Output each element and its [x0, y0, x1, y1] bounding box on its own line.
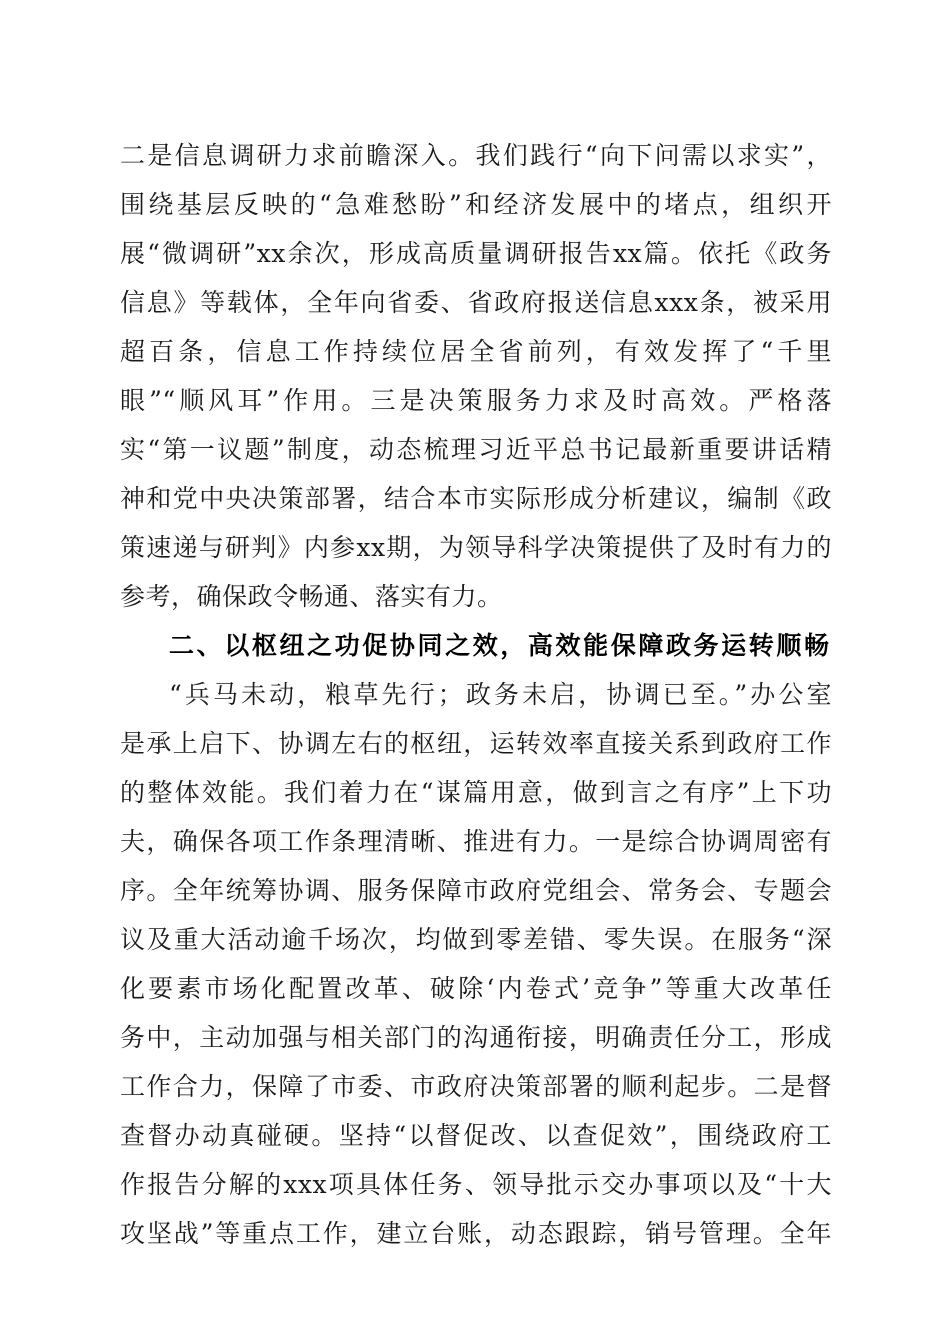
- paragraph-2-line-8: 务中，主动加强与相关部门的沟通衔接，明确责任分工，形成: [120, 1023, 832, 1052]
- paragraph-2-line-1: “兵马未动，粮草先行；政务未启，协调已至。”办公室: [169, 680, 832, 709]
- paragraph-2-line-4: 夫，确保各项工作条理清晰、推进有力。一是综合协调周密有: [120, 827, 832, 856]
- paragraph-2-line-12: 攻坚战”等重点工作，建立台账，动态跟踪，销号管理。全年: [120, 1219, 832, 1248]
- paragraph-1-line-9: 策速递与研判》内参xx期，为领导科学决策提供了及时有力的: [120, 533, 832, 562]
- paragraph-1-line-1: 二是信息调研力求前瞻深入。我们践行“向下问需以求实”，: [120, 141, 832, 170]
- paragraph-2-line-5: 序。全年统筹协调、服务保障市政府党组会、常务会、专题会: [120, 876, 832, 905]
- paragraph-1-line-8: 神和党中央决策部署，结合本市实际形成分析建议，编制《政: [120, 484, 832, 513]
- paragraph-2-line-10: 查督办动真碰硬。坚持“以督促改、以查促效”，围绕政府工: [120, 1121, 832, 1150]
- paragraph-2-line-3: 的整体效能。我们着力在“谋篇用意，做到言之有序”上下功: [120, 778, 832, 807]
- paragraph-1-line-7: 实“第一议题”制度，动态梳理习近平总书记最新重要讲话精: [120, 435, 832, 464]
- paragraph-2-line-9: 工作合力，保障了市委、市政府决策部署的顺利起步。二是督: [120, 1072, 832, 1101]
- paragraph-1-line-3: 展“微调研”xx余次，形成高质量调研报告xx篇。依托《政务: [120, 239, 832, 268]
- paragraph-2-line-7: 化要素市场化配置改革、破除‘内卷式’竞争”等重大改革任: [120, 974, 832, 1003]
- paragraph-1-line-6: 眼”“顺风耳”作用。三是决策服务力求及时高效。严格落: [120, 386, 832, 415]
- paragraph-1-line-5: 超百条，信息工作持续位居全省前列，有效发挥了“千里: [120, 337, 832, 366]
- paragraph-2-line-11: 作报告分解的xxx项具体任务、领导批示交办事项以及“十大: [120, 1170, 832, 1199]
- paragraph-1-line-4: 信息》等载体，全年向省委、省政府报送信息xxx条，被采用: [120, 288, 832, 317]
- paragraph-2-line-6: 议及重大活动逾千场次，均做到零差错、零失误。在服务“深: [120, 925, 832, 954]
- paragraph-1-line-10: 参考，确保政令畅通、落实有力。: [120, 582, 503, 611]
- paragraph-1-line-2: 围绕基层反映的“急难愁盼”和经济发展中的堵点，组织开: [120, 190, 832, 219]
- section-heading-2: 二、以枢纽之功促协同之效，高效能保障政务运转顺畅: [169, 631, 829, 660]
- paragraph-2-line-2: 是承上启下、协调左右的枢纽，运转效率直接关系到政府工作: [120, 729, 832, 758]
